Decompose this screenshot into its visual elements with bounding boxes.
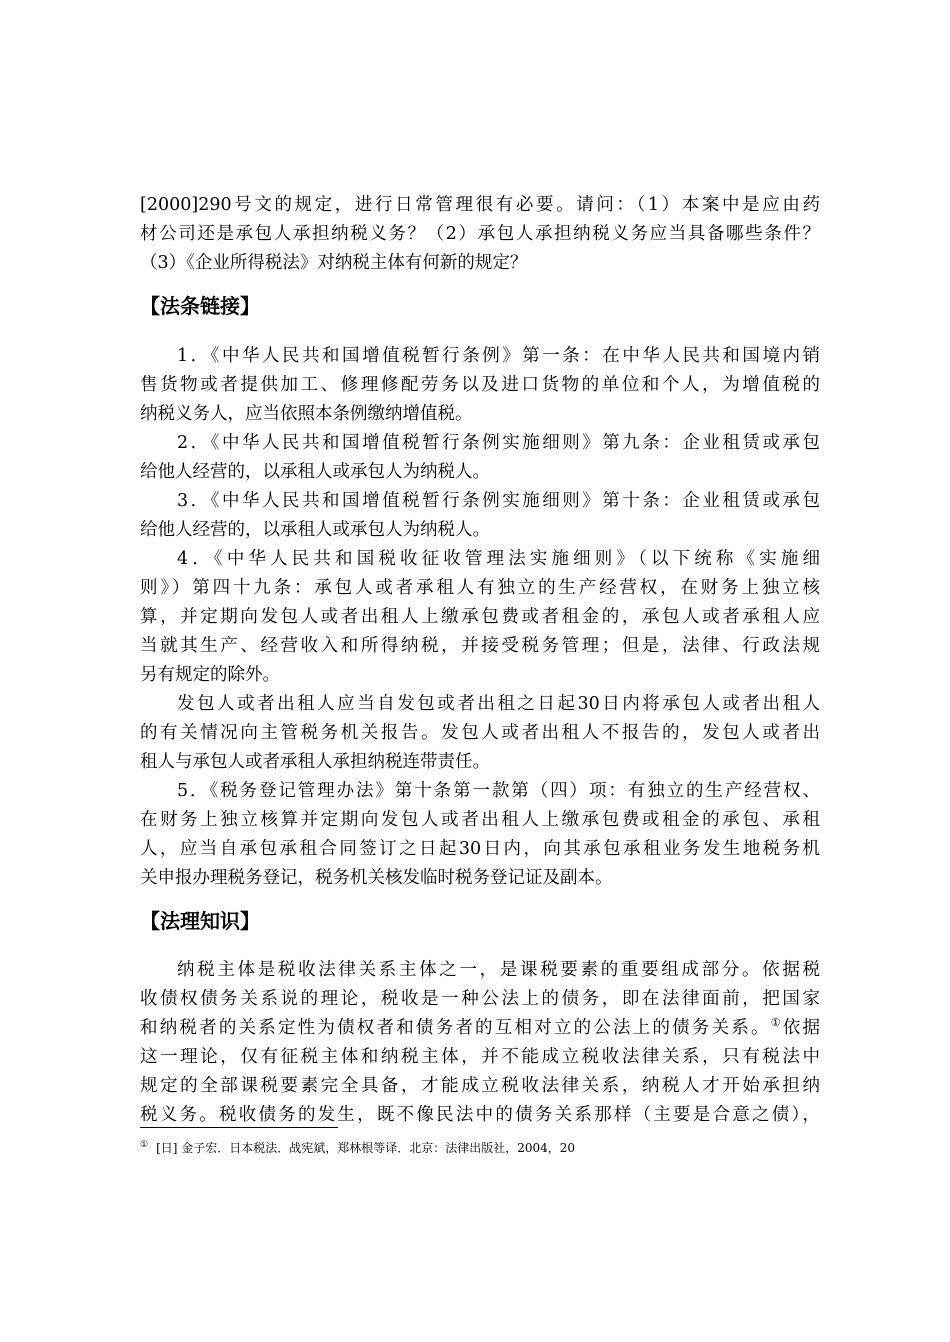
body-text: 和纳税者的关系定性为债权者和债务者的互相对立的公法上的债务关系。	[140, 1018, 771, 1038]
footnote-text: [日] 金子宏．日本税法．战宪斌，郑林根等译．北京：法律出版社，2004，20	[156, 1141, 576, 1155]
section-heading-law-links: 【法条链接】	[140, 294, 260, 318]
body-line: 则》）第四十九条：承包人或者承租人有独立的生产经营权，在财务上独立核	[140, 578, 820, 598]
body-line: 5．《税务登记管理办法》第十条第一款第（四）项：有独立的生产经营权、	[177, 781, 820, 801]
intro-line: [2000]290号文的规定，进行日常管理很有必要。请问：（1）本案中是应由药	[140, 195, 820, 215]
body-line: 2．《中华人民共和国增值税暂行条例实施细则》第九条：企业租赁或承包	[177, 433, 820, 453]
body-line: 发包人或者出租人应当自发包或者出租之日起30日内将承包人或者出租人	[177, 694, 820, 714]
body-line	[140, 1016, 820, 1040]
body-line: 关申报办理税务登记，税务机关核发临时税务登记证及副本。	[140, 868, 613, 888]
body-line: 给他人经营的，以承租人或承包人为纳税人。	[140, 462, 490, 482]
body-line: 3．《中华人民共和国增值税暂行条例实施细则》第十条：企业租赁或承包	[177, 491, 820, 511]
body-line: 算，并定期向发包人或者出租人上缴承包费或者租金的，承包人或者承租人应	[140, 607, 820, 627]
body-line: 规定的全部课税要素完全具备，才能成立税收法律关系，纳税人才开始承担纳	[140, 1076, 820, 1096]
body-line: 纳税义务人，应当依照本条例缴纳增值税。	[140, 404, 473, 424]
body-line: 的有关情况向主管税务机关报告。发包人或者出租人不报告的，发包人或者出	[140, 723, 820, 743]
body-line: 这一理论，仅有征税主体和纳税主体，并不能成立税收法律关系，只有税法中	[140, 1047, 820, 1067]
intro-line: （3）《企业所得税法》对纳税主体有何新的规定？	[140, 253, 528, 273]
body-line: 1．《中华人民共和国增值税暂行条例》第一条：在中华人民共和国境内销	[177, 346, 820, 366]
body-line: 税义务。税收债务的发生，既不像民法中的债务关系那样（主要是合意之债），	[140, 1105, 820, 1125]
body-line: 给他人经营的，以承租人或承包人为纳税人。	[140, 520, 490, 540]
body-text: 依据	[782, 1018, 820, 1038]
body-line: 售货物或者提供加工、修理修配劳务以及进口货物的单位和个人，为增值税的	[140, 375, 820, 395]
body-line: 当就其生产、经营收入和所得纳税，并接受税务管理；但是，法律、行政法规	[140, 636, 820, 656]
body-line: 租人与承包人或者承租人承担纳税连带责任。	[140, 752, 490, 772]
body-line: 4．《中华人民共和国税收征收管理法实施细则》（以下统称《实施细	[177, 549, 820, 569]
body-line: 人，应当自承包承租合同签订之日起30日内，向其承包承租业务发生地税务机	[140, 839, 820, 859]
body-line: 另有规定的除外。	[140, 665, 280, 685]
footnote-separator	[140, 1127, 338, 1128]
footnote-reference[interactable]: ①	[770, 1016, 783, 1029]
footnote-mark: ①	[140, 1140, 149, 1150]
section-heading-legal-theory: 【法理知识】	[140, 909, 260, 933]
footnote	[140, 1136, 575, 1157]
body-line: 纳税主体是税收法律关系主体之一，是课税要素的重要组成部分。依据税	[177, 960, 820, 980]
body-line: 在财务上独立核算并定期向发包人或者出租人上缴承包费或租金的承包、承租	[140, 810, 820, 830]
intro-line: 材公司还是承包人承担纳税义务？（2）承包人承担纳税义务应当具备哪些条件？	[140, 224, 820, 244]
body-line: 收债权债务关系说的理论，税收是一种公法上的债务，即在法律面前，把国家	[140, 989, 820, 1009]
